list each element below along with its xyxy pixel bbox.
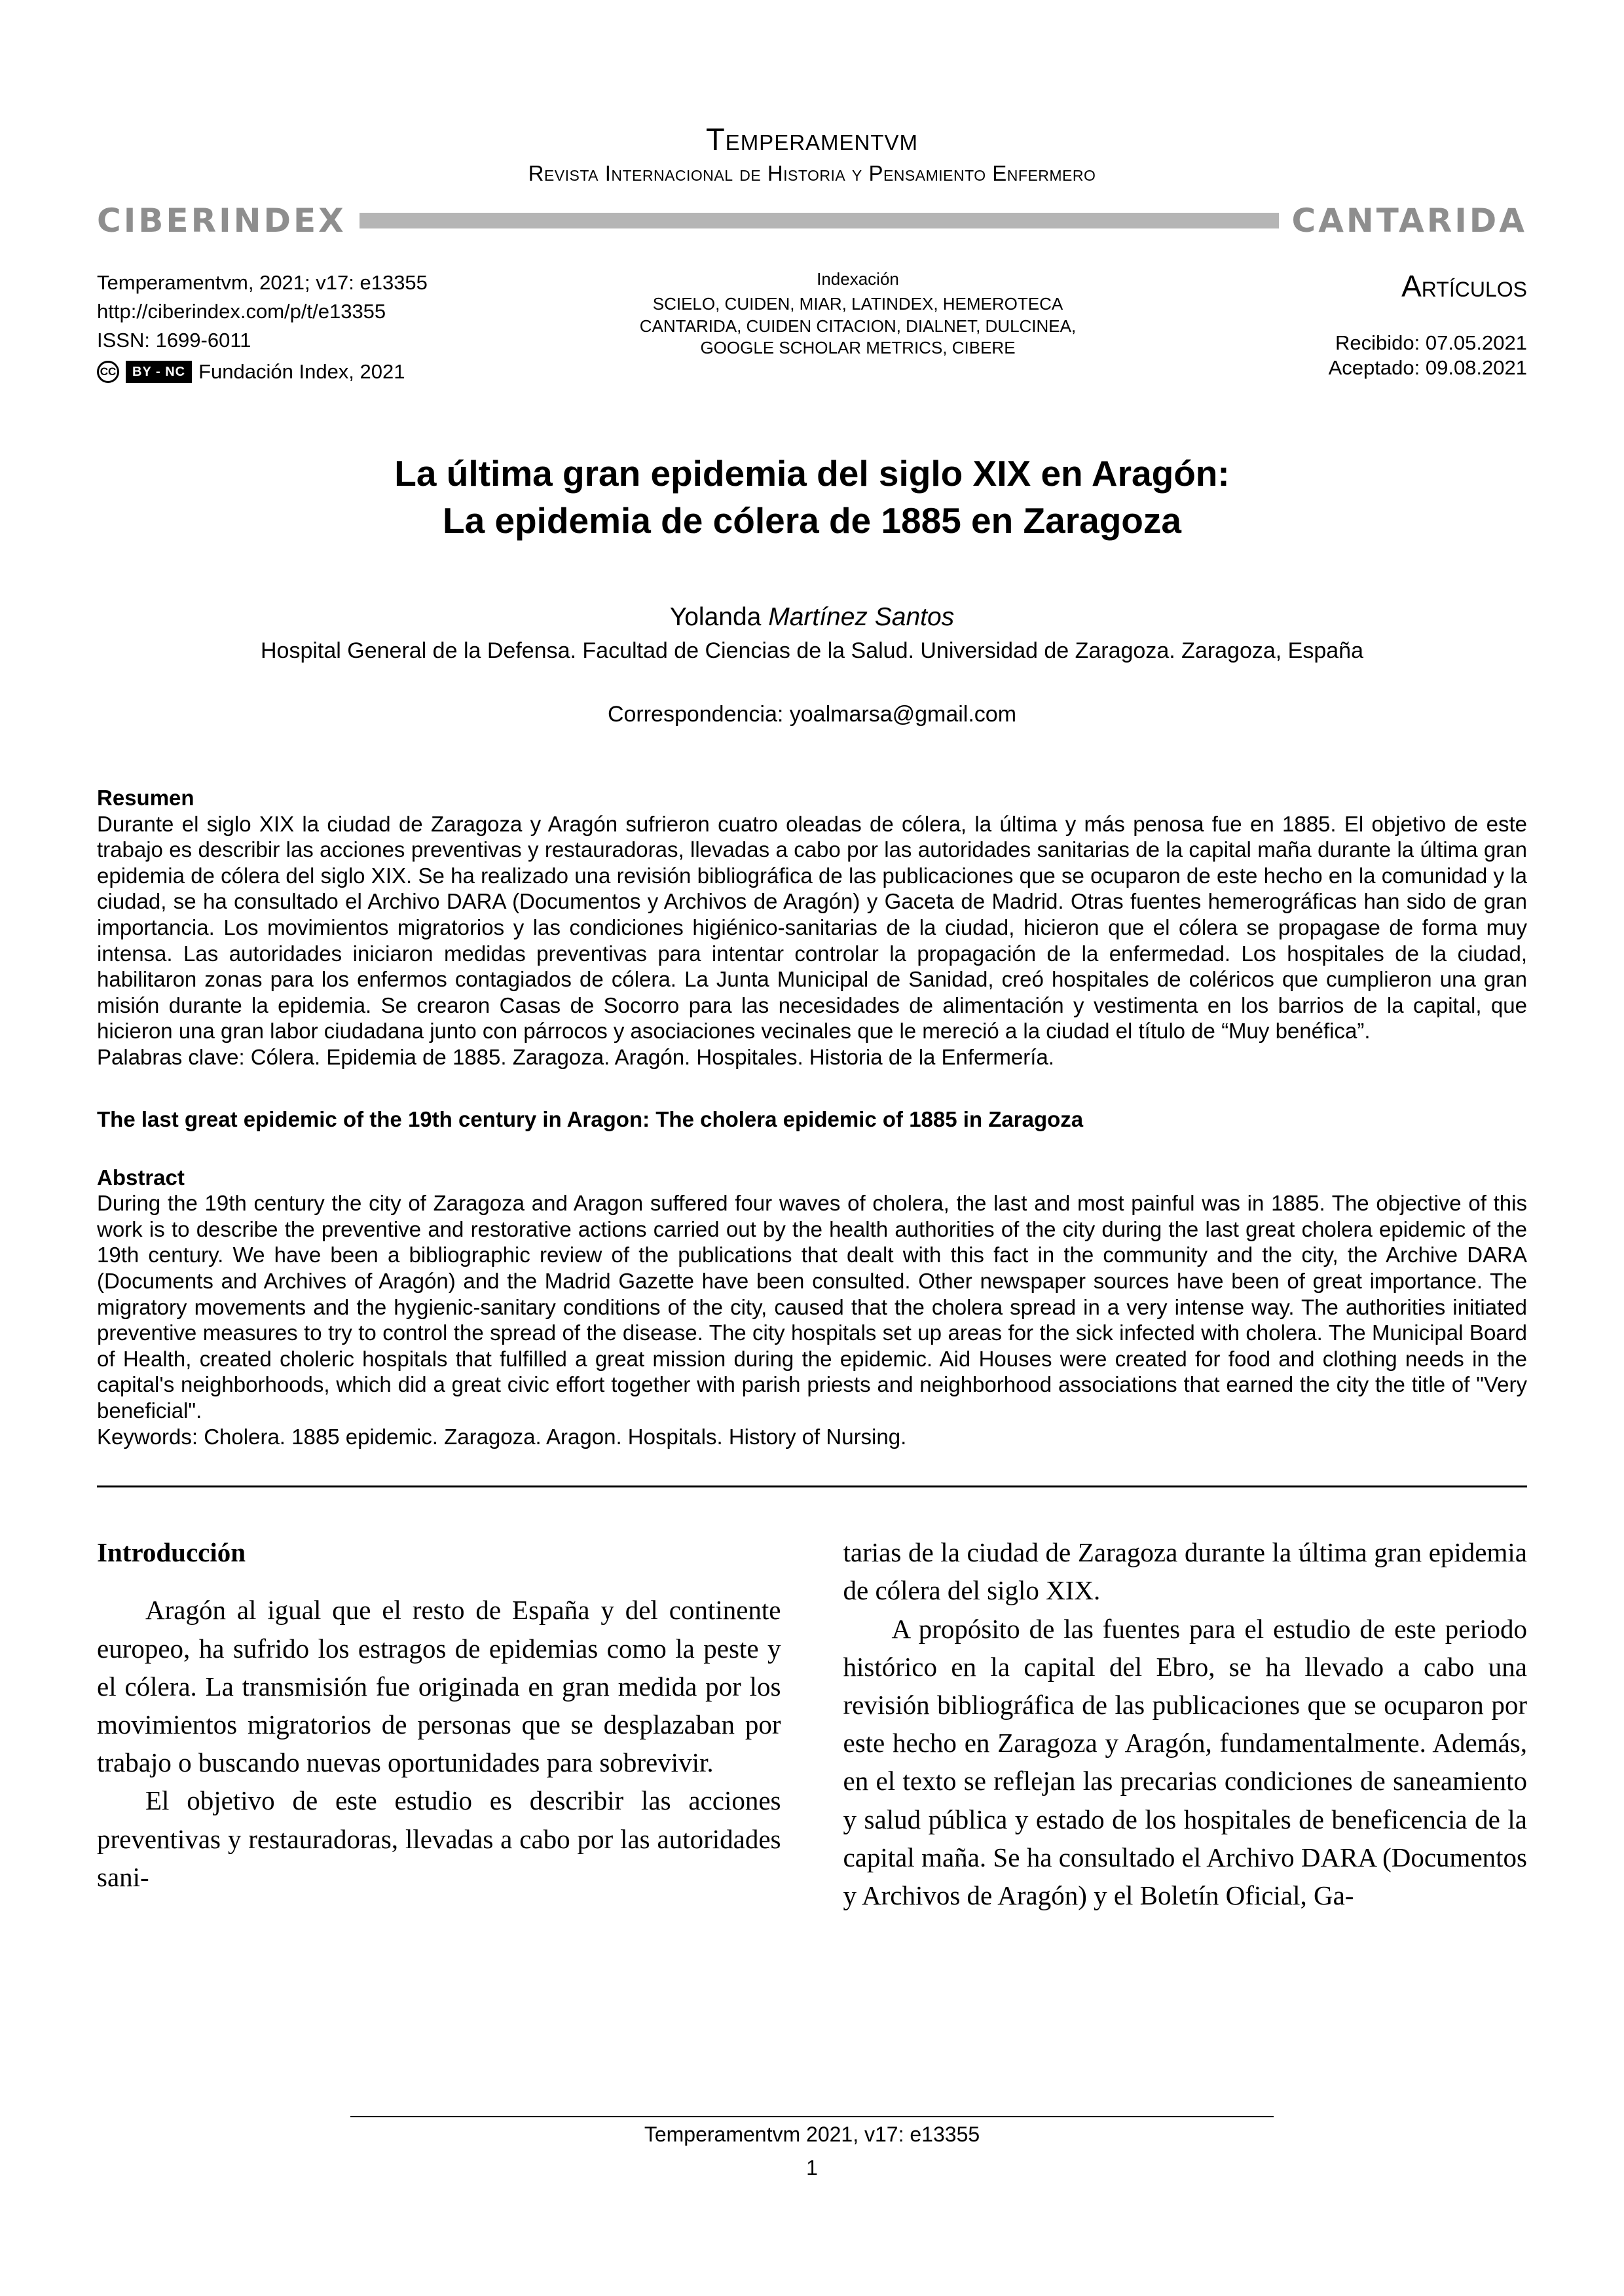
cantarida-brand: CANTARIDA xyxy=(1291,202,1527,240)
citation-line: Temperamentvm, 2021; v17: e13355 xyxy=(97,271,428,294)
article-title-line1: La última gran epidemia del siglo XIX en Aragón: xyxy=(394,453,1230,494)
accepted-date: Aceptado: 09.08.2021 xyxy=(1328,356,1527,379)
resumen-text: Durante el siglo XIX la ciudad de Zaragoza y Aragón sufrieron cuatro oleadas de cólera, la última y más penosa fue en 1885. El objetivo de este trabajo es describir las acciones preventivas y restauradoras, llevadas a cabo por las autoridades sanitarias de la capital maña durante la última gran epidemia de cólera del siglo XIX. Se ha realizado una revisión bibliográfica de las publicaciones que se ocuparon de este hecho en la comunidad y la ciudad, se ha consultado el Archivo DARA (Documentos y Archivos de Aragón) y Gaceta de Madrid. Otras fuentes hemerográficas han sido de gran importancia. Los movimientos migratorios y las condiciones higiénico-sanitarias de la ciudad, hicieron que el cólera se propagase de forma muy intensa. Las autoridades iniciaron medidas preventivas para intentar controlar la propagación de la enfermedad. Los hospitales de la ciudad, habilitaron zonas para los enfermos contagiados de cólera. La Junta Municipal de Sanidad, creó hospitales de coléricos que cumplieron una gran misión durante la epidemia. Se crearon Casas de Socorro para las necesidades de alimentación y vestimenta en los barrios de la capital, que hicieron una gran labor ciudadana junto con párrocos y asociaciones vecinales que le mereció a la ciudad el título de “Muy benéfica”. xyxy=(97,811,1527,1044)
abstract-heading: Abstract xyxy=(97,1165,185,1190)
body-columns xyxy=(97,1533,1527,1914)
journal-subtitle: Revista Internacional de Historia y Pensamiento Enfermero xyxy=(528,161,1096,185)
body-paragraph: Aragón al igual que el resto de España y del continente europeo, ha sufrido los estragos de epidemias como la peste y el cólera. La transmisión fue originada en gran medida por los movimientos migratorios de personas que se desplazaban por trabajo o buscando nuevas oportunidades para sobrevivir. xyxy=(97,1595,781,1778)
page-footer xyxy=(0,2116,1624,2180)
section-divider xyxy=(97,1485,1527,1487)
english-title: The last great epidemic of the 19th century in Aragon: The cholera epidemic of 1885 in Zaragoza xyxy=(97,1106,1084,1131)
article-url[interactable]: http://ciberindex.com/p/t/e13355 xyxy=(97,300,386,323)
indexing-block xyxy=(529,268,1187,359)
article-title-line2: La epidemia de cólera de 1885 en Zaragoza xyxy=(443,500,1181,541)
indexing-title: Indexación xyxy=(817,269,899,289)
author-line xyxy=(97,603,1527,632)
resumen-keywords: Palabras clave: Cólera. Epidemia de 1885. Zaragoza. Aragón. Hospitales. Historia de la Enfermería. xyxy=(97,1045,1054,1069)
received-date: Recibido: 07.05.2021 xyxy=(1335,331,1527,354)
masthead xyxy=(97,268,1527,386)
journal-title: Temperamentvm xyxy=(705,122,919,156)
abstract-section xyxy=(97,1165,1527,1450)
issn-line: ISSN: 1699-6011 xyxy=(97,329,251,352)
abstract-keywords: Keywords: Cholera. 1885 epidemic. Zaragoza. Aragon. Hospitals. History of Nursing. xyxy=(97,1424,907,1449)
resumen-heading: Resumen xyxy=(97,786,194,811)
author-lastname: Martínez Santos xyxy=(768,603,955,632)
section-label: Artículos xyxy=(1401,269,1527,303)
article-title xyxy=(97,450,1527,544)
brands-row xyxy=(97,202,1527,240)
body-paragraph: El objetivo de este estudio es describir las acciones preventivas y restauradoras, llevadas a cabo por las autoridades sani- xyxy=(97,1785,781,1892)
introduction-heading: Introducción xyxy=(97,1537,246,1568)
citation-block xyxy=(97,268,529,386)
body-paragraph: tarias de la ciudad de Zaragoza durante la última gran epidemia de cólera del siglo XIX. xyxy=(843,1537,1527,1606)
body-paragraph: A propósito de las fuentes para el estudio de este periodo histórico en la capital del Ebro, se ha llevado a cabo una revisión bibliográfica de las publicaciones que se ocuparon por este hecho en Zaragoza y Aragón, fundamentalmente. Además, en el texto se reflejan las precarias condiciones de saneamiento y salud pública y estado de los hospitales de beneficencia de la capital maña. Se ha consultado el Archivo DARA (Documentos y Archivos de Aragón) y el Boletín Oficial, Ga- xyxy=(843,1613,1527,1911)
cc-icon: CC xyxy=(97,361,119,383)
ciberindex-brand: CIBERINDEX xyxy=(97,202,346,240)
page-number: 1 xyxy=(806,2156,818,2179)
abstract-text: During the 19th century the city of Zaragoza and Aragon suffered four waves of cholera, the last and most painful was in 1885. The objective of this work is to describe the preventive and restorative actions carried out by the health authorities of the city during the last great cholera epidemic of the 19th century. We have been a bibliographic review of the publications that dealt with this fact in the community and the city, the Archive DARA (Documents and Archives of Aragón) and the Madrid Gazette have been consulted. Other newspaper sources have been of great importance. The migratory movements and the hygienic-sanitary conditions of the city, caused that the cholera spread in a very intense way. The authorities initiated preventive measures to try to control the spread of the disease. The city hospitals set up areas for the sick infected with cholera. The Municipal Board of Health, created choleric hospitals that fulfilled a great mission during the epidemic. Aid Houses were created for food and clothing needs in the capital's neighborhoods, which did a great civic effort together with parish priests and neighborhood associations that earned the city the title of "Very beneficial". xyxy=(97,1191,1527,1423)
license-row xyxy=(97,357,529,386)
brand-divider-bar xyxy=(360,213,1279,228)
footer-citation: Temperamentvm 2021, v17: e13355 xyxy=(644,2123,980,2146)
author-firstname: Yolanda xyxy=(669,603,769,632)
cc-by-nc-badge: BY - NC xyxy=(126,361,192,383)
resumen-section xyxy=(97,785,1527,1070)
footer-rule xyxy=(350,2116,1274,2117)
publisher-label: Fundación Index, 2021 xyxy=(198,360,405,384)
body-column-left xyxy=(97,1533,781,1914)
indexing-list: SCIELO, CUIDEN, MIAR, LATINDEX, HEMEROTECA CANTARIDA, CUIDEN CITACION, DIALNET, DULCINEA, GOOGLE SCHOLAR METRICS, CIBERE xyxy=(639,293,1077,358)
body-column-right xyxy=(843,1533,1528,1914)
correspondence-email[interactable]: Correspondencia: yoalmarsa@gmail.com xyxy=(607,702,1017,727)
author-affiliation: Hospital General de la Defensa. Facultad de Ciencias de la Salud. Universidad de Zaragoza. Zaragoza, España xyxy=(261,638,1363,664)
section-block xyxy=(1187,268,1527,380)
